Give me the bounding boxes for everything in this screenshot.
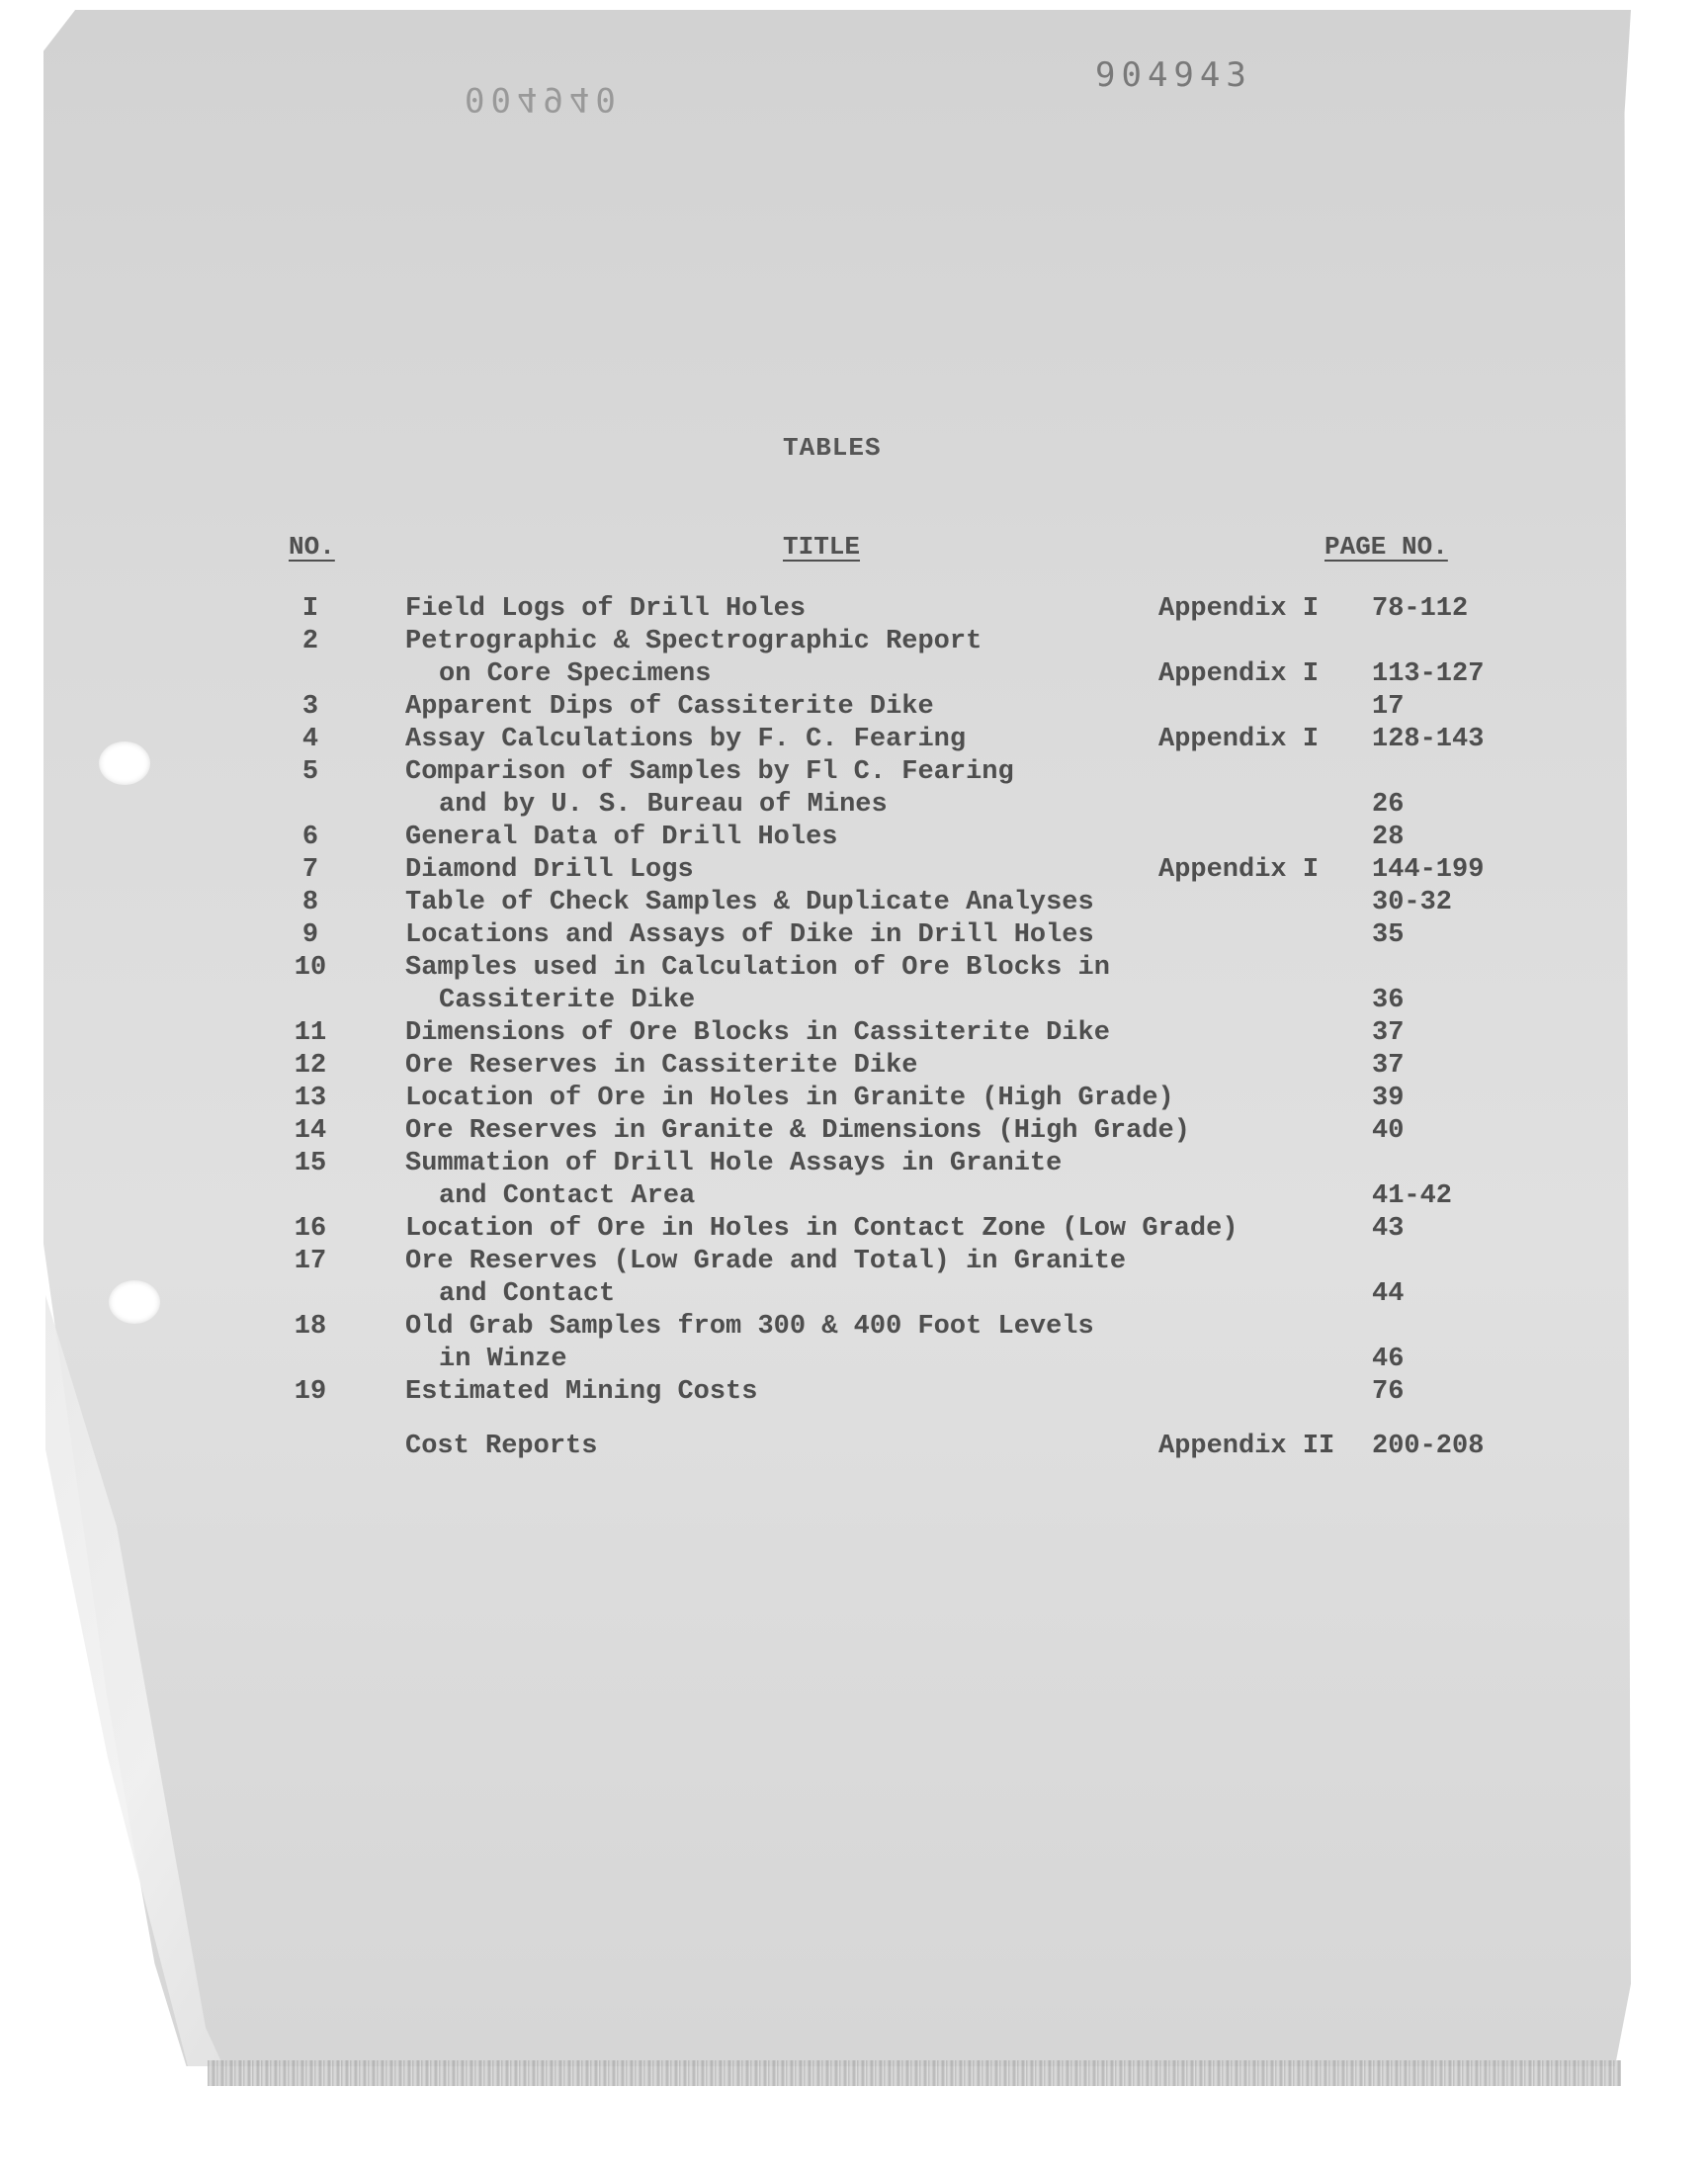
page-number: 144-199: [1372, 855, 1485, 885]
table-row: [0, 822, 1708, 854]
page-number: 76: [1372, 1377, 1405, 1407]
page-number: 39: [1372, 1084, 1405, 1113]
table-row: [0, 1344, 1708, 1376]
table-row: [0, 593, 1708, 626]
table-row: [0, 789, 1708, 822]
table-number: 7: [301, 855, 319, 885]
appendix-ref: Appendix I: [1158, 594, 1320, 624]
mirrored-stamp-number: 004940: [465, 79, 622, 119]
table-row: [0, 658, 1708, 691]
table-row: [0, 1376, 1708, 1409]
appendix-ref: Appendix I: [1158, 855, 1320, 885]
page-number: 78-112: [1372, 594, 1469, 624]
table-number: 8: [301, 888, 319, 917]
table-row: [0, 1213, 1708, 1246]
page-number: 40: [1372, 1116, 1405, 1146]
table-title: Locations and Assays of Dike in Drill Holes: [405, 920, 1094, 950]
table-row: [0, 1180, 1708, 1213]
table-number: I: [301, 594, 319, 624]
table-title: and by U. S. Bureau of Mines: [439, 790, 888, 820]
table-title: Cost Reports: [405, 1432, 598, 1461]
table-title: Ore Reserves in Cassiterite Dike: [405, 1051, 918, 1081]
table-title: Table of Check Samples & Duplicate Analyses: [405, 888, 1094, 917]
table-title: Apparent Dips of Cassiterite Dike: [405, 692, 934, 722]
table-number: 9: [301, 920, 319, 950]
table-number: 11: [294, 1018, 327, 1048]
table-title: Location of Ore in Holes in Contact Zone (Low Grade): [405, 1214, 1238, 1244]
table-number: 3: [301, 692, 319, 722]
stamp-number: 904943: [1095, 55, 1252, 95]
page-number: 37: [1372, 1018, 1405, 1048]
page-number: 17: [1372, 692, 1405, 722]
table-number: 6: [301, 823, 319, 852]
page-number: 43: [1372, 1214, 1405, 1244]
table-number: 17: [294, 1247, 327, 1276]
table-number: 16: [294, 1214, 327, 1244]
table-row: [0, 756, 1708, 789]
table-title: Ore Reserves (Low Grade and Total) in Granite: [405, 1247, 1127, 1276]
page-number: 46: [1372, 1345, 1405, 1374]
table-row: [0, 952, 1708, 985]
column-header-no: NO.: [289, 532, 335, 562]
table-row: [0, 985, 1708, 1017]
table-title: on Core Specimens: [439, 659, 712, 689]
table-number: 19: [294, 1377, 327, 1407]
page-number: 44: [1372, 1279, 1405, 1309]
table-title: Cassiterite Dike: [439, 986, 696, 1015]
page-number: 30-32: [1372, 888, 1453, 917]
page-number: 113-127: [1372, 659, 1485, 689]
table-number: 18: [294, 1312, 327, 1342]
page-number: 37: [1372, 1051, 1405, 1081]
table-row: [0, 1148, 1708, 1180]
table-title: Location of Ore in Holes in Granite (High Grade): [405, 1084, 1174, 1113]
table-title: Estimated Mining Costs: [405, 1377, 758, 1407]
page-number: 28: [1372, 823, 1405, 852]
table-number: 15: [294, 1149, 327, 1178]
table-title: Dimensions of Ore Blocks in Cassiterite Dike: [405, 1018, 1110, 1048]
table-title: Summation of Drill Hole Assays in Granite: [405, 1149, 1063, 1178]
page-number: 128-143: [1372, 725, 1485, 754]
paper-bottom-edge: [208, 2060, 1621, 2086]
page-number: 36: [1372, 986, 1405, 1015]
cost-reports-row: [0, 1431, 1708, 1463]
appendix-ref: Appendix II: [1158, 1432, 1335, 1461]
table-row: [0, 724, 1708, 756]
table-number: 10: [294, 953, 327, 983]
column-header-page: PAGE NO.: [1324, 532, 1448, 562]
table-row: [0, 626, 1708, 658]
table-title: and Contact: [439, 1279, 616, 1309]
tables-list: [0, 593, 1708, 1463]
table-row: [0, 1246, 1708, 1278]
table-title: General Data of Drill Holes: [405, 823, 838, 852]
table-title: Field Logs of Drill Holes: [405, 594, 807, 624]
page-number: 26: [1372, 790, 1405, 820]
spacer: [0, 1409, 1708, 1431]
table-row: [0, 1278, 1708, 1311]
page-number: 200-208: [1372, 1432, 1485, 1461]
table-row: [0, 854, 1708, 887]
column-header-title: TITLE: [783, 532, 861, 562]
table-row: [0, 887, 1708, 919]
table-number: 14: [294, 1116, 327, 1146]
table-row: [0, 1083, 1708, 1115]
appendix-ref: Appendix I: [1158, 725, 1320, 754]
table-title: Comparison of Samples by Fl C. Fearing: [405, 757, 1014, 787]
page-number: 41-42: [1372, 1181, 1453, 1211]
table-number: 4: [301, 725, 319, 754]
appendix-ref: Appendix I: [1158, 659, 1320, 689]
page-number: 35: [1372, 920, 1405, 950]
table-title: Assay Calculations by F. C. Fearing: [405, 725, 967, 754]
table-number: 12: [294, 1051, 327, 1081]
table-row: [0, 1115, 1708, 1148]
table-title: Diamond Drill Logs: [405, 855, 694, 885]
page-title: TABLES: [783, 433, 882, 463]
table-title: Petrographic & Spectrographic Report: [405, 627, 982, 656]
table-row: [0, 1017, 1708, 1050]
table-number: 5: [301, 757, 319, 787]
table-row: [0, 1311, 1708, 1344]
table-title: and Contact Area: [439, 1181, 696, 1211]
table-title: Ore Reserves in Granite & Dimensions (High Grade): [405, 1116, 1190, 1146]
table-row: [0, 1050, 1708, 1083]
table-row: [0, 919, 1708, 952]
table-title: in Winze: [439, 1345, 567, 1374]
table-number: 13: [294, 1084, 327, 1113]
table-title: Old Grab Samples from 300 & 400 Foot Levels: [405, 1312, 1094, 1342]
table-title: Samples used in Calculation of Ore Blocks in: [405, 953, 1110, 983]
table-row: [0, 691, 1708, 724]
table-number: 2: [301, 627, 319, 656]
